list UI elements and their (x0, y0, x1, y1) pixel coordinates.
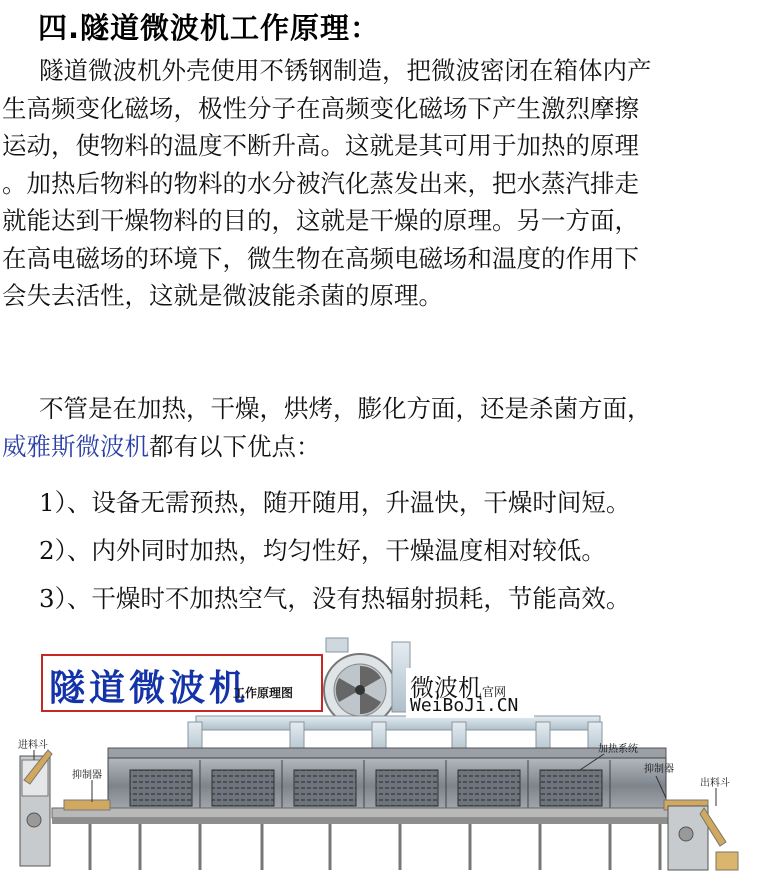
label-heating-system: 加热系统 (598, 744, 638, 755)
watermark-cn-text: 微波机 (410, 674, 482, 702)
diagram-subtitle: 工作原理图 (233, 686, 294, 700)
advantage-item: 2）、内外同时加热，均匀性好，干燥温度相对较低。 (39, 536, 606, 565)
paragraph-line: 不管是在加热，干燥，烘烤，膨化方面，还是杀菌方面， (39, 394, 652, 423)
diagram-title: 隧道微波机 (49, 667, 250, 709)
paragraph-line: 在高电磁场的环境下，微生物在高频电磁场和温度的作用下 (2, 243, 639, 273)
advantage-item: 1）、设备无需预热，随开随用，升温快，干燥时间短。 (39, 488, 631, 517)
support-legs (90, 824, 660, 870)
paragraph-line: 。加热后物料的物料的水分被汽化蒸发出来，把水蒸汽排走 (2, 168, 639, 198)
outlet-hopper (668, 806, 738, 870)
advantage-item: 3）、干燥时不加热空气，没有热辐射损耗，节能高效。 (39, 584, 631, 613)
watermark-small-text: 官网 (482, 685, 507, 699)
paragraph-line (2, 428, 754, 466)
paragraph-line: 就能达到干燥物料的目的，这就是干燥的原理。另一方面， (2, 206, 639, 235)
inlet-hopper (20, 750, 52, 866)
paragraph-line: 会失去活性，这就是微波能杀菌的原理。 (2, 281, 443, 310)
exhaust-fan (324, 638, 410, 726)
paragraph-text: 都有以下优点： (149, 431, 321, 461)
paragraph-line: 运动，使物料的温度不断升高。这就是其可用于加热的原理 (2, 131, 639, 160)
label-outlet: 出料斗 (700, 778, 730, 789)
principle-paragraph (2, 52, 754, 315)
tunnel-body (108, 748, 666, 814)
label-inlet: 进料斗 (18, 740, 48, 751)
watermark (406, 668, 534, 718)
label-suppressor-left: 抑制器 (72, 770, 102, 781)
diagram-title-box (41, 654, 323, 712)
tunnel-microwave-diagram (0, 630, 760, 886)
label-suppressor-right: 抑制器 (644, 764, 674, 775)
watermark-en: WeiBoJi.CN (410, 695, 519, 716)
brand-link[interactable]: 威雅斯微波机 (2, 431, 149, 461)
advantages-intro (2, 390, 754, 465)
paragraph-line: 生高频变化磁场，极性分子在高频变化磁场下产生激烈摩擦 (2, 93, 639, 123)
paragraph-line: 隧道微波机外壳使用不锈钢制造，把微波密闭在箱体内产 (39, 56, 652, 85)
section-heading: 四.隧道微波机工作原理： (38, 11, 381, 45)
